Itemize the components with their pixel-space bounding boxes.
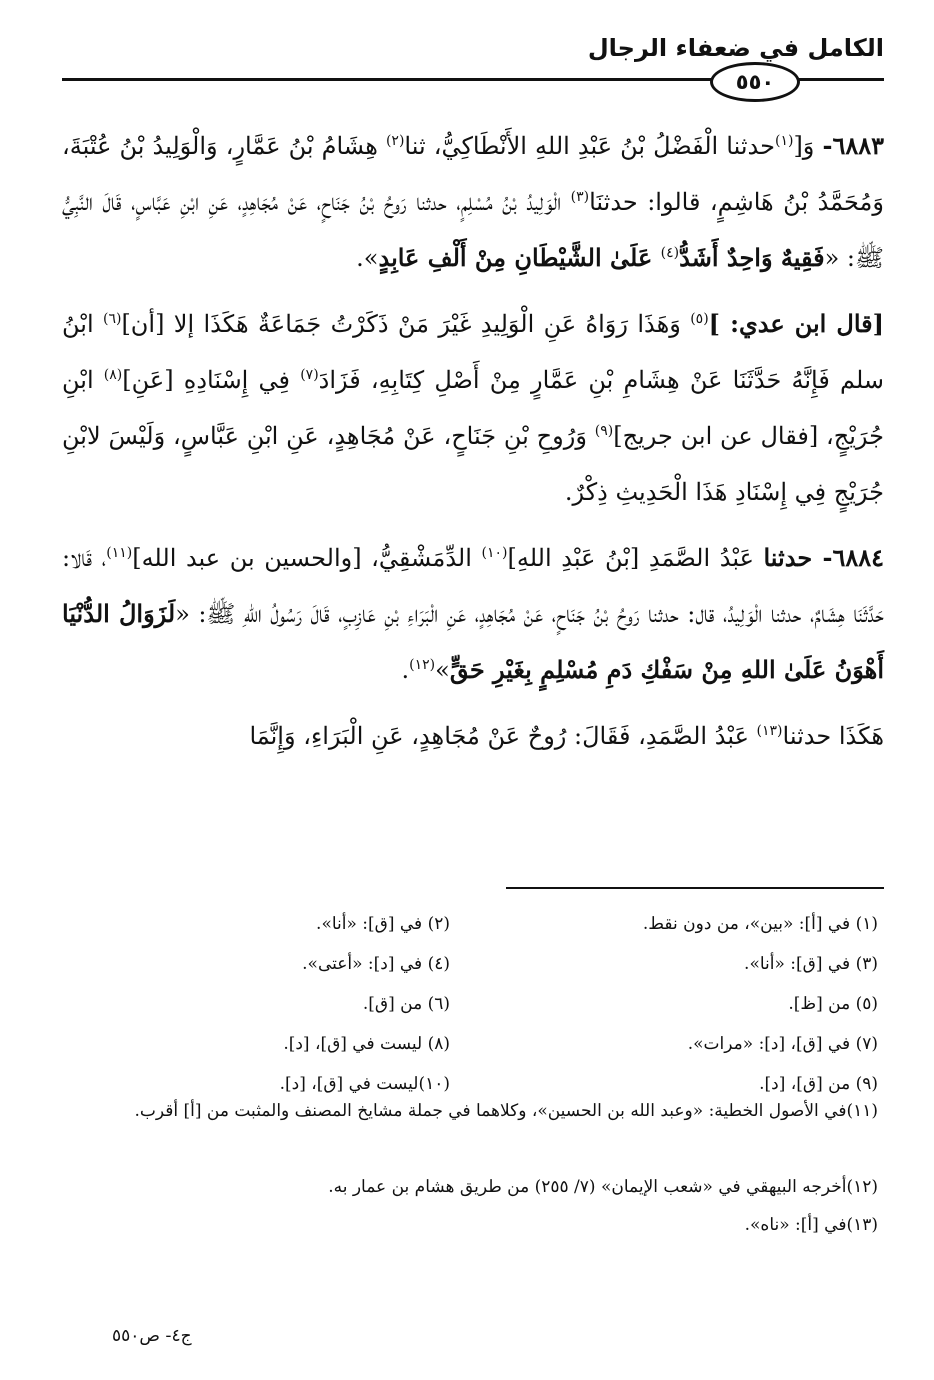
footnote-5: (٥) من [ظ]. (788, 994, 878, 1014)
footnote-ref: (١٠) (481, 545, 508, 561)
footnotes-grid (62, 906, 878, 1102)
text-run: الدِّمَشْقِيُّ، [والحسين بن عبد الله] (132, 544, 482, 572)
hadith-text: عَلَىٰ الشَّيْطَانِ مِنْ أَلْفِ عَابِدٍ (378, 243, 661, 272)
text-run: حدثنا (763, 543, 823, 572)
text-run: ». (356, 244, 379, 272)
text-run: عَبْدُ الصَّمَدِ، فَقَالَ: رُوحٌ عَنْ مُجَاهِدٍ، عَنِ الْبَرَاءِ، وَإِنَّمَا (249, 722, 757, 750)
hadith-number: ٦٨٨٣- (822, 131, 884, 160)
text-run: هِشَامُ بْنُ عَمَّارٍ، وَالْوَلِيدُ بْنُ عُتْبَةَ، وَمُحَمَّدُ بْنُ هَاشِمٍ، قالوا: حدثنَا (62, 132, 884, 216)
footnote-ref: (١٣) (756, 723, 783, 739)
running-header-title: الكامل في ضعفاء الرجال (587, 34, 884, 62)
text-run: » (435, 656, 450, 684)
author-remark: [قال ابن عدي: ] (708, 309, 884, 338)
footnote-13: (١٣)في [أ]: «ناه». (744, 1215, 878, 1235)
footnote-ref: (١) (774, 133, 794, 149)
footnote-12: (١٢)أخرجه البيهقي في «شعب الإيمان» (٧/ ٢٥٥) من طريق هشام بن عمار به. (328, 1177, 878, 1197)
footnote-7: (٧) في [ق]، [د]: «مرات». (687, 1034, 878, 1054)
paragraph-6883 (62, 118, 884, 286)
text-run: فِي إِسْنَادِهِ [عَنِ] (122, 366, 301, 394)
text-run: الْوَلِيدُ بْنُ مُسْلِمٍ، حدثنا رَوحُ بْنُ جَنَاحٍ، عَنْ مُجَاهِدٍ، عَنِ ابْنِ عَبَّاسٍ، قَالَ النَّبِيُّ ﷺ: « (62, 188, 884, 272)
hadith-text: لَزَوَالُ الدُّنْيَا أَهْوَنُ عَلَىٰ اللهِ مِنْ سَفْكِ دَمِ مُسْلِمٍ بِغَيْرِ حَقٍّ (62, 599, 884, 684)
footnote-8: (٨) ليست في [ق]، [د]. (283, 1034, 450, 1054)
paragraph-commentary (62, 296, 884, 520)
footnote-6: (٦) من [ق]. (362, 994, 450, 1014)
text-run: وَرُوحِ بْنِ جَنَاحٍ، عَنْ مُجَاهِدٍ، عَنِ ابْنِ عَبَّاسٍ، وَلَيْسَ لابْنِ جُرَيْجٍ فِي إِسْنَادِ هَذَا الْحَدِيثِ ذِكْرٌ. (62, 422, 884, 506)
footnote-ref: (٩) (594, 423, 614, 439)
footnote-ref: (٥) (690, 311, 709, 327)
footnote-10: (١٠)ليست في [ق]، [د]. (279, 1074, 450, 1094)
hadith-text: فَقِيهٌ وَاحِدٌ أَشَدُّ (679, 243, 825, 272)
text-run: ، قَالا: حَدَّثَنَا هِشَامٌ، حدثنا الْوَلِيدُ، قال: حدثنا رَوحُ بْنُ جَنَاحٍ، عَنْ مُجَاهِدٍ، عَنِ الْبَرَاءِ بْنِ عَازِبٍ، قَالَ رَسُولُ اللهِ ﷺ: « (62, 544, 885, 628)
paragraph-6884 (62, 530, 884, 698)
footnote-ref: (٣) (570, 189, 590, 205)
footnote-ref: (٤) (660, 245, 680, 261)
footnote-4: (٤) في [د]: «أعتى». (302, 954, 450, 974)
footnote-ref: (١١) (106, 545, 133, 561)
footnote-3: (٣) في [ق]: «أنا». (744, 954, 878, 974)
footnote-ref: (٦) (102, 311, 122, 327)
text-run: هَكَذَا حدثنا (782, 722, 884, 750)
footnote-separator (506, 887, 884, 889)
text-run: ابْنُ سلم فَإِنَّهُ حَدَّثَنَا عَنْ هِشَامِ بْنِ عَمَّارٍ مِنْ أَصْلِ كِتَابِهِ، فَزَادَ (62, 310, 884, 394)
text-run: حدثنا الْفَضْلُ بْنُ عَبْدِ اللهِ الأَنْطَاكِيُّ، ثنا (404, 132, 775, 160)
footnote-ref: (٧) (300, 367, 319, 383)
footnote-9: (٩) من [ق]، [د]. (759, 1074, 878, 1094)
footnote-1: (١) في [أ]: «بين»، من دون نقط. (642, 914, 878, 934)
footnote-ref: (٨) (103, 367, 123, 383)
text-run: عَبْدُ الصَّمَدِ [بْنُ عَبْدِ اللهِ] (507, 544, 764, 572)
paragraph-continuation (62, 708, 884, 764)
text-run: وَ[ (793, 132, 823, 160)
volume-page-footer: ج٤- ص٥٥٠ (112, 1326, 192, 1346)
page-number-badge: ٥٥٠ (710, 62, 800, 102)
main-text (62, 118, 884, 774)
footnote-2: (٢) في [ق]: «أنا». (316, 914, 450, 934)
footnote-11: (١١)في الأصول الخطية: «وعبد الله بن الحسين»، وكلاهما في جملة مشايخ المصنف والمثبت من [أ] أقرب. (134, 1101, 878, 1121)
footnote-ref: (٢) (385, 133, 405, 149)
text-run: وَهَذَا رَوَاهُ عَنِ الْوَلِيدِ غَيْرَ مَنْ ذَكَرْتُ جَمَاعَةٌ هَكَذَا إلا [أن] (121, 310, 691, 338)
footnote-ref: (١٢) (409, 657, 436, 673)
text-run: . (401, 656, 410, 684)
text-run: ابْنِ جُرَيْجٍ، [فقال عن ابن جريج] (62, 366, 884, 450)
hadith-number: ٦٨٨٤- (822, 543, 884, 572)
